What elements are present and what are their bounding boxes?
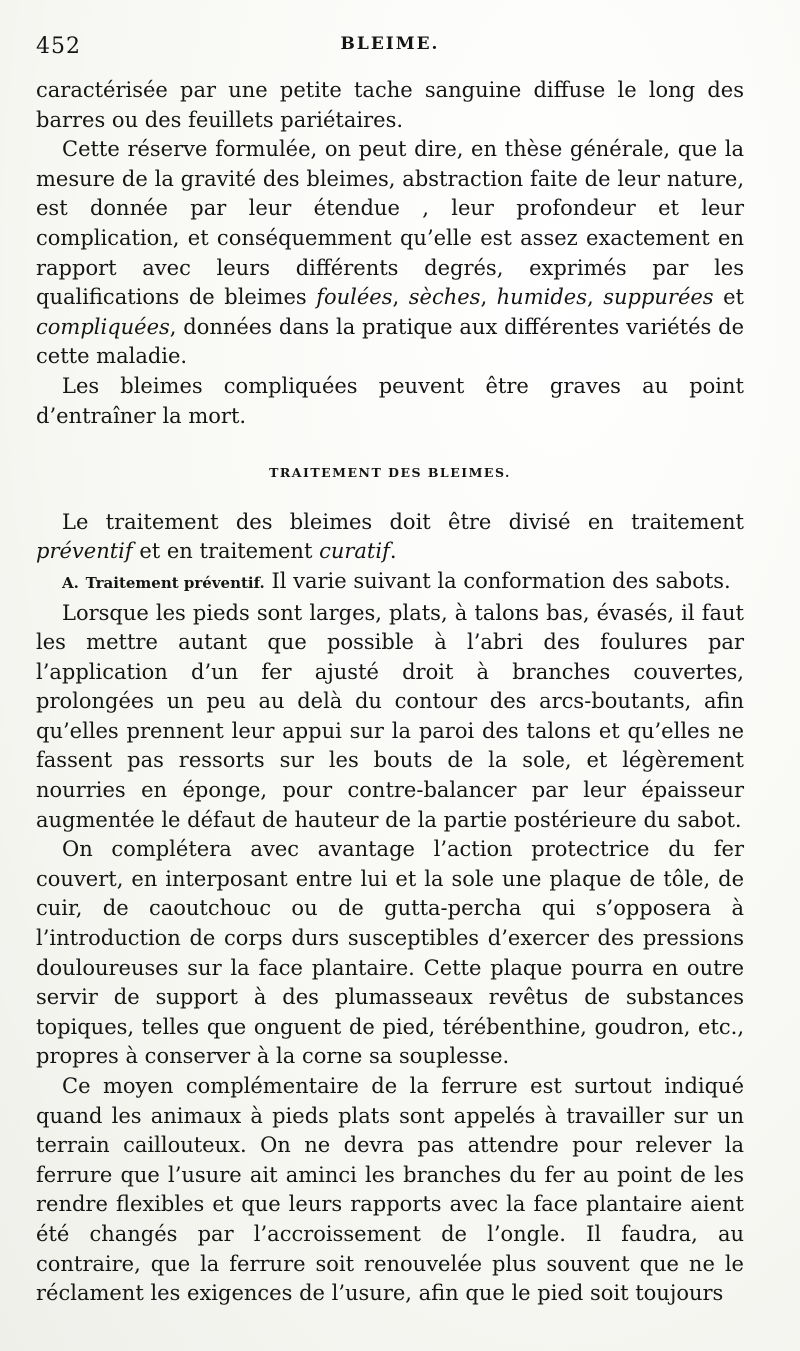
page-number: 452: [36, 34, 81, 59]
paragraph-1: caractérisée par une petite tache sanguine diffuse le long des barres ou des feuillets pariétaires.: [36, 78, 744, 132]
p2-text-b: , données dans la pratique aux différentes variétés de cette maladie.: [36, 314, 744, 369]
p4-text-c: .: [389, 539, 397, 564]
body-text: [36, 76, 744, 1309]
p2-sep-1: ,: [392, 285, 409, 310]
term-humides: humides: [496, 285, 587, 310]
paragraph-6: Lorsque les pieds sont larges, plats, à talons bas, évasés, il faut les mettre autant que possible à l’abri des foulures par l’application d’un fer ajusté droit à branches couvertes, prolongées un peu au delà du contour des arcs-boutants, afin qu’elles prennent leur appui sur la paroi des talons et qu’elles ne fassent pas ressorts sur les bouts de la sole, et légèrement nourries en éponge, pour contre-balancer par leur épaisseur augmentée le défaut de hauteur de la partie postérieure du sabot.: [36, 600, 744, 832]
p4-text-b: et en traitement: [132, 539, 320, 564]
subsection-heading: Traitement préventif.: [85, 573, 265, 592]
p5-text: Il varie suivant la conformation des sabots.: [264, 568, 731, 593]
page-header: [36, 28, 744, 76]
term-compliquees: compliquées: [36, 314, 170, 339]
term-suppurees: suppurées: [603, 285, 714, 310]
section-title: TRAITEMENT DES BLEIMES.: [269, 465, 511, 481]
term-preventif: préventif: [36, 539, 133, 564]
term-seches: sèches: [408, 285, 481, 310]
paragraph-7: On complétera avec avantage l’action protectrice du fer couvert, en interposant entre lui et la sole une plaque de tôle, de cuir, de caoutchouc ou de gutta-percha qui s’opposera à l’introduction de corps durs susceptibles d’exercer des pressions douloureuses sur la face plantaire. Cette plaque pourra en outre servir de support à des plumasseaux revêtus de substances topiques, telles que onguent de pied, térébenthine, goudron, etc., propres à conserver à la corne sa souplesse.: [36, 837, 744, 1069]
term-curatif: curatif: [319, 539, 390, 564]
running-title: BLEIME.: [340, 34, 440, 54]
p2-sep-2: ,: [480, 285, 497, 310]
paragraph-8: Ce moyen complémentaire de la ferrure est surtout indiqué quand les animaux à pieds plats sont appelés à travailler sur un terrain caillouteux. On ne devra pas attendre pour relever la ferrure que l’usure ait aminci les branches du fer au point de les rendre flexibles et que leurs rapports avec la face plantaire aient été changés par l’accroissement de l’ongle. Il faudra, au contraire, que la ferrure soit renouvelée plus souvent que ne le réclament les exigences de l’usure, afin que le pied soit toujours: [36, 1074, 744, 1306]
p4-text-a: Le traitement des bleimes doit être divisé en traitement: [62, 509, 744, 534]
paragraph-4: [36, 508, 744, 567]
paragraph-5: [36, 567, 744, 599]
p2-sep-4: et: [713, 285, 744, 310]
term-foulees: foulées: [316, 285, 393, 310]
p2-text-a: Cette réserve formulée, on peut dire, en thèse générale, que la mesure de la gravité des bleimes, abstraction faite de leur nature, est donnée par leur étendue , leur profondeur et leur complication, et conséquemment qu’elle est assez exactement en rapport avec leurs différents degrés, exprimés par les qualifications de bleimes: [36, 137, 744, 310]
p2-sep-3: ,: [586, 285, 604, 310]
paragraph-2: [36, 135, 744, 372]
subsection-label: A.: [62, 573, 79, 592]
paragraph-3: Les bleimes compliquées peuvent être graves au point d’entraîner la mort.: [36, 373, 744, 428]
